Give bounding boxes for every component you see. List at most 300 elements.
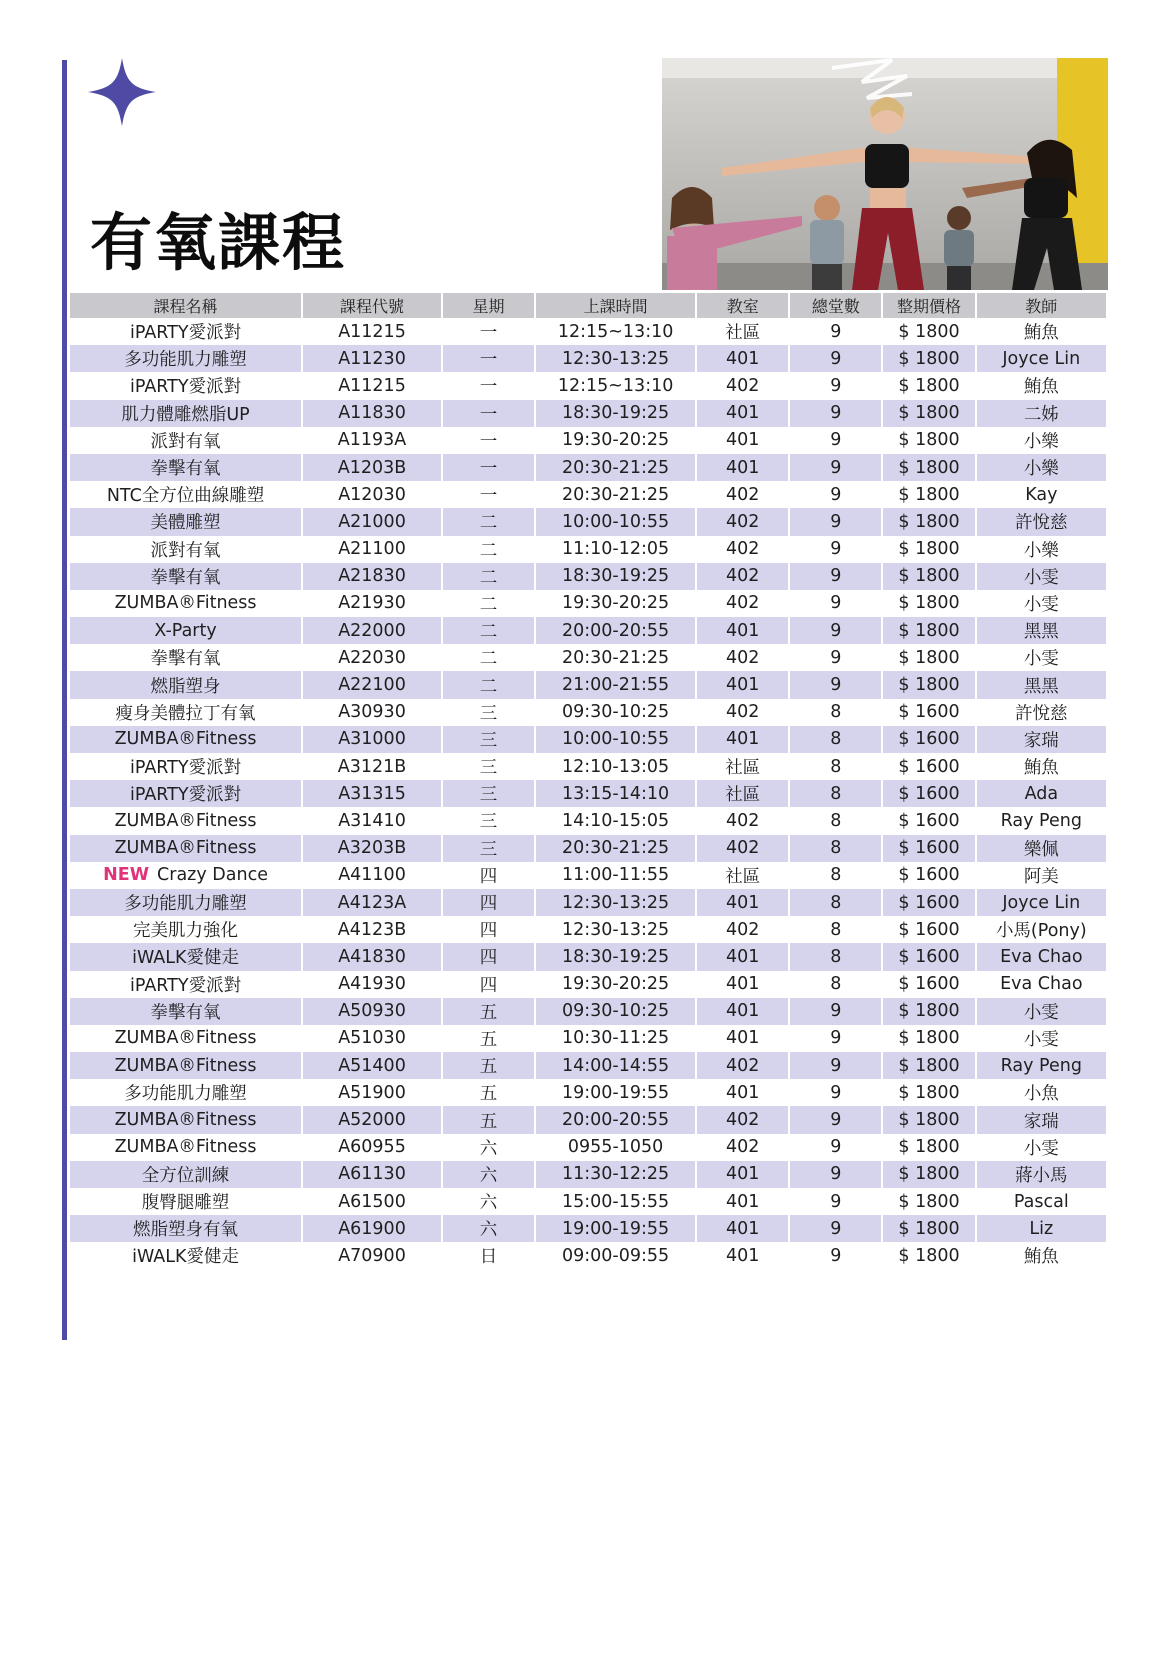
sessions-cell: 8 [790,943,881,970]
weekday-cell: 四 [443,889,534,916]
sessions-cell: 9 [790,1025,881,1052]
course-name-cell: ZUMBA®Fitness [70,1134,301,1161]
weekday-cell: 四 [443,971,534,998]
room-cell: 401 [697,943,788,970]
teacher-cell: 小雯 [977,563,1106,590]
teacher-cell: 小魚 [977,1079,1106,1106]
price-cell: $ 1800 [883,1052,974,1079]
weekday-cell: 三 [443,807,534,834]
course-name-cell: 拳擊有氧 [70,563,301,590]
room-cell: 402 [697,644,788,671]
class-time-cell: 14:00-14:55 [536,1052,695,1079]
price-cell: $ 1800 [883,1106,974,1133]
room-cell: 402 [697,699,788,726]
col-header-course-code: 課程代號 [303,293,441,318]
weekday-cell: 一 [443,372,534,399]
sessions-cell: 9 [790,1079,881,1106]
teacher-cell: 小樂 [977,454,1106,481]
sessions-cell: 8 [790,971,881,998]
class-time-cell: 09:30-10:25 [536,699,695,726]
col-header-weekday: 星期 [443,293,534,318]
teacher-cell: 鮪魚 [977,318,1106,345]
room-cell: 401 [697,1215,788,1242]
course-code-cell: A30930 [303,699,441,726]
room-cell: 401 [697,971,788,998]
table-row [70,726,1106,753]
table-row [70,1052,1106,1079]
table-row [70,1079,1106,1106]
course-name-cell: 完美肌力強化 [70,916,301,943]
course-code-cell: A11215 [303,372,441,399]
course-code-cell: A61130 [303,1161,441,1188]
class-time-cell: 10:00-10:55 [536,508,695,535]
course-code-cell: A22100 [303,671,441,698]
weekday-cell: 五 [443,1025,534,1052]
course-code-cell: A41100 [303,862,441,889]
course-name-cell: 拳擊有氧 [70,644,301,671]
table-row [70,563,1106,590]
teacher-cell: 黑黑 [977,671,1106,698]
course-code-cell: A60955 [303,1134,441,1161]
left-accent-bar [62,60,67,1340]
course-code-cell: A4123B [303,916,441,943]
room-cell: 402 [697,508,788,535]
teacher-cell: 阿美 [977,862,1106,889]
sessions-cell: 9 [790,644,881,671]
room-cell: 社區 [697,862,788,889]
teacher-cell: 小雯 [977,590,1106,617]
course-code-cell: A12030 [303,481,441,508]
weekday-cell: 三 [443,726,534,753]
course-code-cell: A61500 [303,1188,441,1215]
sessions-cell: 9 [790,563,881,590]
weekday-cell: 六 [443,1188,534,1215]
table-row [70,318,1106,345]
table-row [70,508,1106,535]
table-row [70,889,1106,916]
sessions-cell: 8 [790,699,881,726]
course-name-cell: 全方位訓練 [70,1161,301,1188]
class-time-cell: 14:10-15:05 [536,807,695,834]
class-time-cell: 20:30-21:25 [536,481,695,508]
sessions-cell: 8 [790,807,881,834]
price-cell: $ 1800 [883,345,974,372]
sessions-cell: 9 [790,590,881,617]
course-code-cell: A51900 [303,1079,441,1106]
course-code-cell: A11830 [303,400,441,427]
course-code-cell: A21930 [303,590,441,617]
teacher-cell: 小雯 [977,1025,1106,1052]
class-time-cell: 18:30-19:25 [536,943,695,970]
table-row [70,1106,1106,1133]
course-code-cell: A11230 [303,345,441,372]
course-code-cell: A50930 [303,998,441,1025]
course-name-cell: 多功能肌力雕塑 [70,889,301,916]
teacher-cell: Ray Peng [977,1052,1106,1079]
teacher-cell: Kay [977,481,1106,508]
col-header-room: 教室 [697,293,788,318]
class-time-cell: 10:30-11:25 [536,1025,695,1052]
table-row [70,400,1106,427]
table-row [70,780,1106,807]
teacher-cell: 黑黑 [977,617,1106,644]
table-row [70,699,1106,726]
weekday-cell: 二 [443,563,534,590]
room-cell: 401 [697,427,788,454]
new-badge: NEW [103,865,150,886]
sessions-cell: 9 [790,372,881,399]
class-time-cell: 11:10-12:05 [536,536,695,563]
sessions-cell: 8 [790,835,881,862]
sessions-cell: 9 [790,1052,881,1079]
class-time-cell: 19:30-20:25 [536,427,695,454]
course-code-cell: A70900 [303,1242,441,1269]
price-cell: $ 1800 [883,318,974,345]
teacher-cell: 小馬(Pony) [977,916,1106,943]
room-cell: 401 [697,345,788,372]
price-cell: $ 1600 [883,835,974,862]
room-cell: 401 [697,454,788,481]
table-row [70,590,1106,617]
course-code-cell: A3203B [303,835,441,862]
course-code-cell: A52000 [303,1106,441,1133]
teacher-cell: 鮪魚 [977,372,1106,399]
course-name-cell: 拳擊有氧 [70,454,301,481]
price-cell: $ 1600 [883,726,974,753]
table-row [70,536,1106,563]
price-cell: $ 1800 [883,508,974,535]
course-code-cell: A41930 [303,971,441,998]
table-row [70,998,1106,1025]
course-name-cell: ZUMBA®Fitness [70,726,301,753]
table-row [70,835,1106,862]
teacher-cell: 小樂 [977,536,1106,563]
room-cell: 402 [697,563,788,590]
price-cell: $ 1800 [883,563,974,590]
weekday-cell: 五 [443,1052,534,1079]
course-name-cell: iPARTY愛派對 [70,780,301,807]
room-cell: 402 [697,835,788,862]
room-cell: 401 [697,1188,788,1215]
weekday-cell: 二 [443,617,534,644]
sessions-cell: 9 [790,1106,881,1133]
teacher-cell: Joyce Lin [977,889,1106,916]
weekday-cell: 五 [443,1079,534,1106]
room-cell: 401 [697,617,788,644]
course-name-cell: 腹臀腿雕塑 [70,1188,301,1215]
sessions-cell: 8 [790,889,881,916]
class-time-cell: 19:00-19:55 [536,1215,695,1242]
table-body [70,318,1106,1270]
sessions-cell: 9 [790,1134,881,1161]
sessions-cell: 8 [790,726,881,753]
course-name-cell: 瘦身美體拉丁有氧 [70,699,301,726]
sessions-cell: 8 [790,916,881,943]
sessions-cell: 8 [790,862,881,889]
course-code-cell: A4123A [303,889,441,916]
room-cell: 402 [697,536,788,563]
class-time-cell: 20:00-20:55 [536,617,695,644]
sessions-cell: 9 [790,318,881,345]
class-time-cell: 18:30-19:25 [536,563,695,590]
weekday-cell: 二 [443,671,534,698]
room-cell: 401 [697,889,788,916]
weekday-cell: 三 [443,835,534,862]
class-time-cell: 19:30-20:25 [536,590,695,617]
weekday-cell: 一 [443,345,534,372]
weekday-cell: 一 [443,400,534,427]
class-time-cell: 12:30-13:25 [536,889,695,916]
price-cell: $ 1600 [883,753,974,780]
sessions-cell: 9 [790,508,881,535]
sessions-cell: 8 [790,780,881,807]
sessions-cell: 9 [790,1215,881,1242]
table-row [70,807,1106,834]
course-name-cell: NTC全方位曲線雕塑 [70,481,301,508]
class-time-cell: 12:30-13:25 [536,916,695,943]
course-name-cell: X-Party [70,617,301,644]
sessions-cell: 9 [790,671,881,698]
class-time-cell: 20:30-21:25 [536,835,695,862]
weekday-cell: 四 [443,862,534,889]
table-row [70,427,1106,454]
weekday-cell: 六 [443,1161,534,1188]
weekday-cell: 四 [443,943,534,970]
col-header-course-name: 課程名稱 [70,293,301,318]
table-row [70,862,1106,889]
course-name-cell: iPARTY愛派對 [70,318,301,345]
course-name-cell: ZUMBA®Fitness [70,1025,301,1052]
table-row [70,753,1106,780]
course-schedule-table [68,293,1108,1270]
teacher-cell: 小樂 [977,427,1106,454]
course-code-cell: A22030 [303,644,441,671]
course-name-cell: 燃脂塑身有氧 [70,1215,301,1242]
course-code-cell: A61900 [303,1215,441,1242]
weekday-cell: 日 [443,1242,534,1269]
class-time-cell: 09:00-09:55 [536,1242,695,1269]
price-cell: $ 1800 [883,671,974,698]
sessions-cell: 9 [790,400,881,427]
room-cell: 401 [697,998,788,1025]
course-code-cell: A21000 [303,508,441,535]
price-cell: $ 1800 [883,1215,974,1242]
price-cell: $ 1800 [883,481,974,508]
room-cell: 402 [697,372,788,399]
teacher-cell: Eva Chao [977,943,1106,970]
table-row [70,481,1106,508]
price-cell: $ 1800 [883,617,974,644]
sessions-cell: 9 [790,998,881,1025]
course-name-cell: 派對有氧 [70,536,301,563]
weekday-cell: 二 [443,536,534,563]
course-code-cell: A51400 [303,1052,441,1079]
room-cell: 社區 [697,318,788,345]
course-code-cell: A31410 [303,807,441,834]
price-cell: $ 1800 [883,454,974,481]
class-time-cell: 0955-1050 [536,1134,695,1161]
teacher-cell: 鮪魚 [977,753,1106,780]
price-cell: $ 1800 [883,1161,974,1188]
weekday-cell: 一 [443,454,534,481]
col-header-price: 整期價格 [883,293,974,318]
course-code-cell: A1193A [303,427,441,454]
room-cell: 401 [697,1079,788,1106]
teacher-cell: 蔣小馬 [977,1161,1106,1188]
col-header-teacher: 教師 [977,293,1106,318]
fitness-class-photo [662,58,1108,290]
price-cell: $ 1800 [883,427,974,454]
weekday-cell: 五 [443,998,534,1025]
weekday-cell: 一 [443,318,534,345]
teacher-cell: Ray Peng [977,807,1106,834]
class-time-cell: 11:00-11:55 [536,862,695,889]
weekday-cell: 六 [443,1215,534,1242]
price-cell: $ 1600 [883,807,974,834]
room-cell: 401 [697,726,788,753]
class-time-cell: 10:00-10:55 [536,726,695,753]
price-cell: $ 1600 [883,943,974,970]
room-cell: 402 [697,807,788,834]
course-name-cell: 肌力體雕燃脂UP [70,400,301,427]
room-cell: 402 [697,1134,788,1161]
room-cell: 402 [697,1052,788,1079]
table-row [70,943,1106,970]
weekday-cell: 二 [443,644,534,671]
table-row [70,1215,1106,1242]
sessions-cell: 9 [790,454,881,481]
teacher-cell: 二姊 [977,400,1106,427]
course-name-cell: iWALK愛健走 [70,1242,301,1269]
price-cell: $ 1800 [883,590,974,617]
sessions-cell: 9 [790,1242,881,1269]
course-name-label: Crazy Dance [157,865,268,886]
weekday-cell: 三 [443,753,534,780]
class-time-cell: 21:00-21:55 [536,671,695,698]
room-cell: 401 [697,1025,788,1052]
sessions-cell: 9 [790,617,881,644]
course-name-cell: ZUMBA®Fitness [70,835,301,862]
table-row [70,644,1106,671]
course-name-cell: 拳擊有氧 [70,998,301,1025]
table-row [70,1025,1106,1052]
course-name-cell: 多功能肌力雕塑 [70,345,301,372]
teacher-cell: 家瑞 [977,726,1106,753]
course-name-cell: iPARTY愛派對 [70,372,301,399]
weekday-cell: 三 [443,699,534,726]
price-cell: $ 1800 [883,1188,974,1215]
course-name-cell: ZUMBA®Fitness [70,807,301,834]
course-code-cell: A3121B [303,753,441,780]
table-row [70,916,1106,943]
class-time-cell: 12:15~13:10 [536,372,695,399]
course-name-cell: 燃脂塑身 [70,671,301,698]
table-row [70,971,1106,998]
sessions-cell: 9 [790,481,881,508]
class-time-cell: 09:30-10:25 [536,998,695,1025]
table-row [70,1242,1106,1269]
price-cell: $ 1600 [883,780,974,807]
weekday-cell: 二 [443,508,534,535]
sessions-cell: 9 [790,1161,881,1188]
sessions-cell: 8 [790,753,881,780]
course-code-cell: A21100 [303,536,441,563]
teacher-cell: Joyce Lin [977,345,1106,372]
teacher-cell: 鮪魚 [977,1242,1106,1269]
price-cell: $ 1800 [883,400,974,427]
course-name-cell: iPARTY愛派對 [70,971,301,998]
course-name-cell: ZUMBA®Fitness [70,590,301,617]
price-cell: $ 1600 [883,889,974,916]
col-header-class-time: 上課時間 [536,293,695,318]
teacher-cell: 許悅慈 [977,508,1106,535]
table-row [70,617,1106,644]
class-time-cell: 19:30-20:25 [536,971,695,998]
price-cell: $ 1600 [883,699,974,726]
sessions-cell: 9 [790,536,881,563]
teacher-cell: 家瑞 [977,1106,1106,1133]
course-name-cell: ZUMBA®Fitness [70,1052,301,1079]
teacher-cell: 小雯 [977,1134,1106,1161]
teacher-cell: 小雯 [977,644,1106,671]
weekday-cell: 五 [443,1106,534,1133]
course-code-cell: A11215 [303,318,441,345]
price-cell: $ 1800 [883,644,974,671]
price-cell: $ 1800 [883,372,974,399]
price-cell: $ 1800 [883,536,974,563]
page-title: 有氧課程 [90,206,347,279]
teacher-cell: 小雯 [977,998,1106,1025]
course-code-cell: A41830 [303,943,441,970]
table-row [70,671,1106,698]
table-row [70,372,1106,399]
table-row [70,1134,1106,1161]
class-time-cell: 13:15-14:10 [536,780,695,807]
course-code-cell: A1203B [303,454,441,481]
room-cell: 社區 [697,753,788,780]
weekday-cell: 一 [443,481,534,508]
course-code-cell: A31315 [303,780,441,807]
price-cell: $ 1800 [883,1025,974,1052]
course-name-cell: 派對有氧 [70,427,301,454]
weekday-cell: 三 [443,780,534,807]
room-cell: 401 [697,1242,788,1269]
room-cell: 社區 [697,780,788,807]
course-name-cell: 美體雕塑 [70,508,301,535]
teacher-cell: 許悅慈 [977,699,1106,726]
teacher-cell: Liz [977,1215,1106,1242]
class-time-cell: 20:30-21:25 [536,644,695,671]
course-code-cell: A22000 [303,617,441,644]
table-header-row [70,293,1106,318]
price-cell: $ 1600 [883,862,974,889]
course-code-cell: A31000 [303,726,441,753]
sessions-cell: 9 [790,345,881,372]
room-cell: 402 [697,1106,788,1133]
teacher-cell: Ada [977,780,1106,807]
table-row [70,1188,1106,1215]
weekday-cell: 二 [443,590,534,617]
course-name-cell: ZUMBA®Fitness [70,1106,301,1133]
price-cell: $ 1600 [883,971,974,998]
class-time-cell: 12:30-13:25 [536,345,695,372]
price-cell: $ 1800 [883,1242,974,1269]
course-code-cell: A51030 [303,1025,441,1052]
price-cell: $ 1800 [883,1079,974,1106]
room-cell: 401 [697,400,788,427]
room-cell: 402 [697,590,788,617]
sessions-cell: 9 [790,427,881,454]
